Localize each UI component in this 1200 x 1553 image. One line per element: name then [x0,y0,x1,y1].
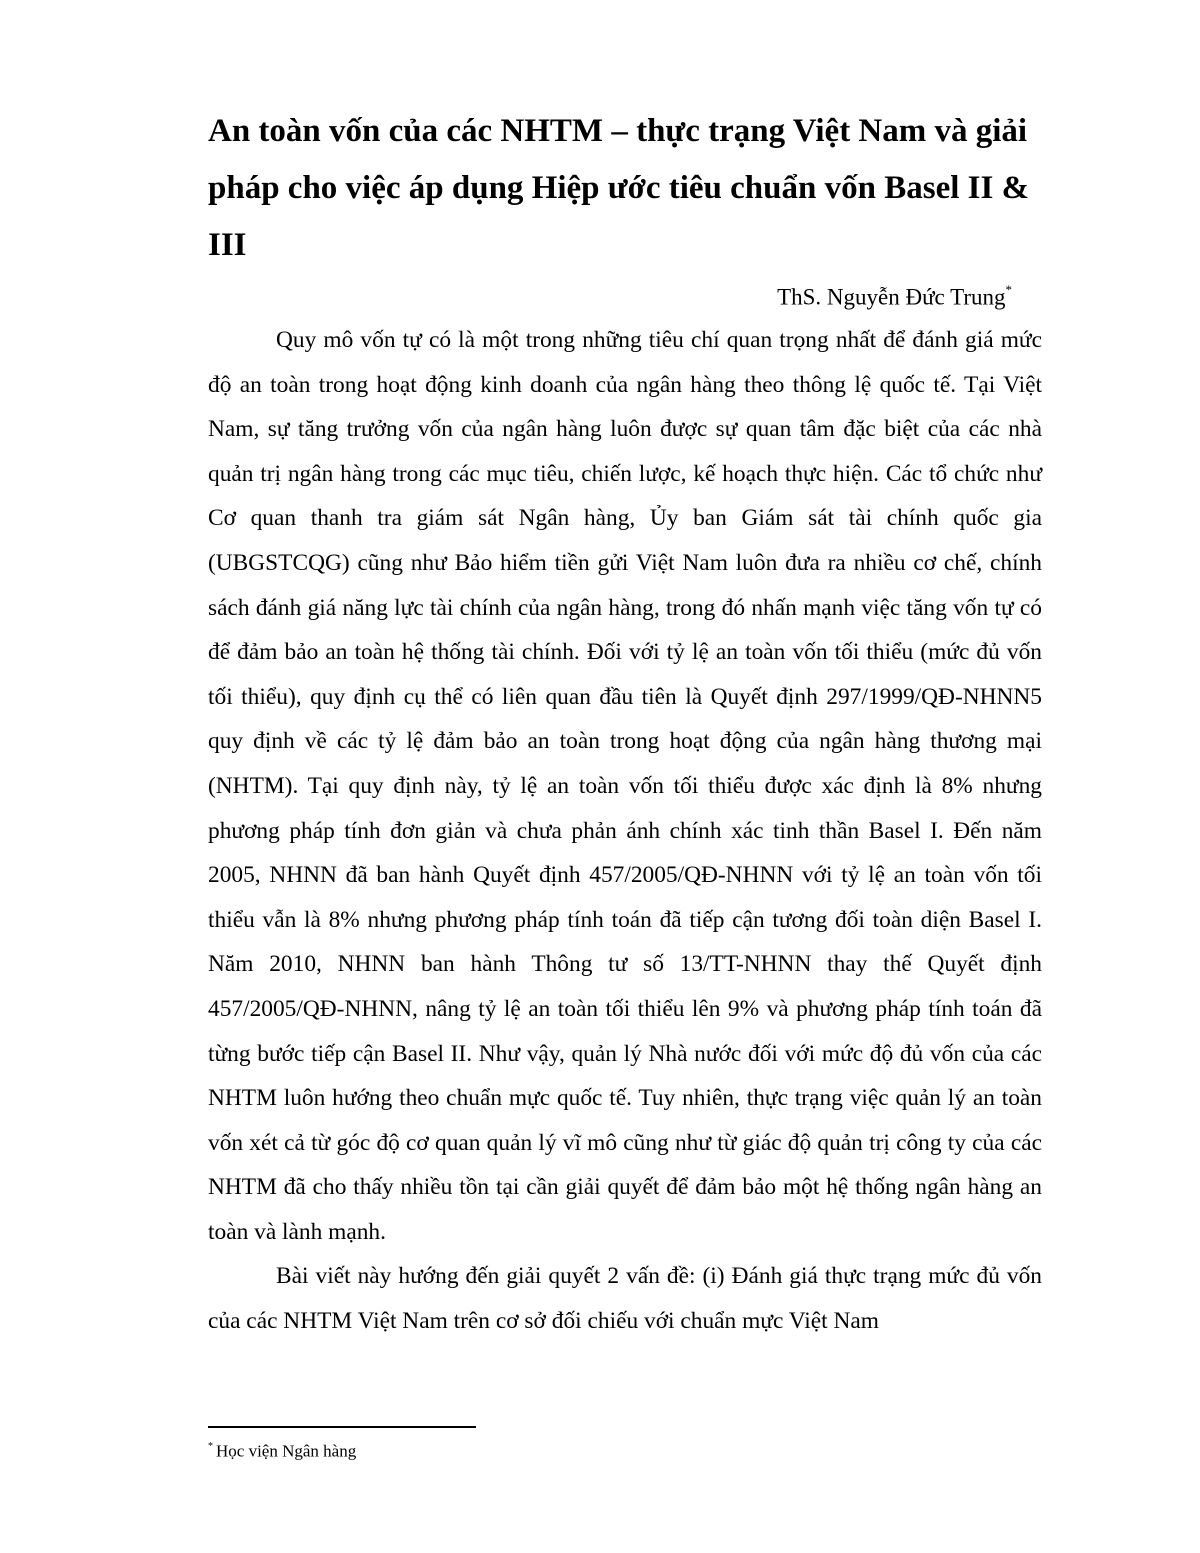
author-name: ThS. Nguyễn Đức Trung [777,284,1006,310]
document-body [208,318,1042,1344]
author-line [777,276,1012,314]
footnote-mark: * [208,1441,213,1452]
document-title: An toàn vốn của các NHTM – thực trạng Việt Nam và giải pháp cho việc áp dụng Hiệp ước tiêu chuẩn vốn Basel II & III [208,113,1030,263]
footnote-divider [208,1426,476,1428]
body-paragraph-2: Bài viết này hướng đến giải quyết 2 vấn đề: (i) Đánh giá thực trạng mức đủ vốn của các NHTM Việt Nam trên cơ sở đối chiếu với chuẩn mực Việt Nam [208,1263,1042,1335]
footnote-text: Học viện Ngân hàng [216,1441,357,1461]
body-paragraph-1: Quy mô vốn tự có là một trong những tiêu chí quan trọng nhất để đánh giá mức độ an toàn trong hoạt động kinh doanh của ngân hàng theo thông lệ quốc tế. Tại Việt Nam, sự tăng trưởng vốn của ngân hàng luôn được sự quan tâm đặc biệt của các nhà quản trị ngân hàng trong các mục tiêu, chiến lược, kế hoạch thực hiện. Các tổ chức như Cơ quan thanh tra giám sát Ngân hàng, Ủy ban Giám sát tài chính quốc gia (UBGSTCQG) cũng như Bảo hiểm tiền gửi Việt Nam luôn đưa ra nhiều cơ chế, chính sách đánh giá năng lực tài chính của ngân hàng, trong đó nhấn mạnh việc tăng vốn tự có để đảm bảo an toàn hệ thống tài chính. Đối với tỷ lệ an toàn vốn tối thiểu (mức đủ vốn tối thiểu), quy định cụ thể có liên quan đầu tiên là Quyết định 297/1999/QĐ-NHNN5 quy định về các tỷ lệ đảm bảo an toàn trong hoạt động của ngân hàng thương mại (NHTM). Tại quy định này, tỷ lệ an toàn vốn tối thiểu được xác định là 8% nhưng phương pháp tính đơn giản và chưa phản ánh chính xác tinh thần Basel I. Đến năm 2005, NHNN đã ban hành Quyết định 457/2005/QĐ-NHNN với tỷ lệ an toàn vốn tối thiểu vẫn là 8% nhưng phương pháp tính toán đã tiếp cận tương đối toàn diện Basel I. Năm 2010, NHNN ban hành Thông tư số 13/TT-NHNN thay thế Quyết định 457/2005/QĐ-NHNN, nâng tỷ lệ an toàn tối thiểu lên 9% và phương pháp tính toán đã từng bước tiếp cận Basel II. Như vậy, quản lý Nhà nước đối với mức độ đủ vốn của các NHTM luôn hướng theo chuẩn mực quốc tế. Tuy nhiên, thực trạng việc quản lý an toàn vốn xét cả từ góc độ cơ quan quản lý vĩ mô cũng như từ giác độ quản trị công ty của các NHTM đã cho thấy nhiều tồn tại cần giải quyết để đảm bảo một hệ thống ngân hàng an toàn và lành mạnh. [208,327,1042,1245]
footnote [208,1436,356,1464]
author-footnote-mark: * [1005,282,1012,297]
